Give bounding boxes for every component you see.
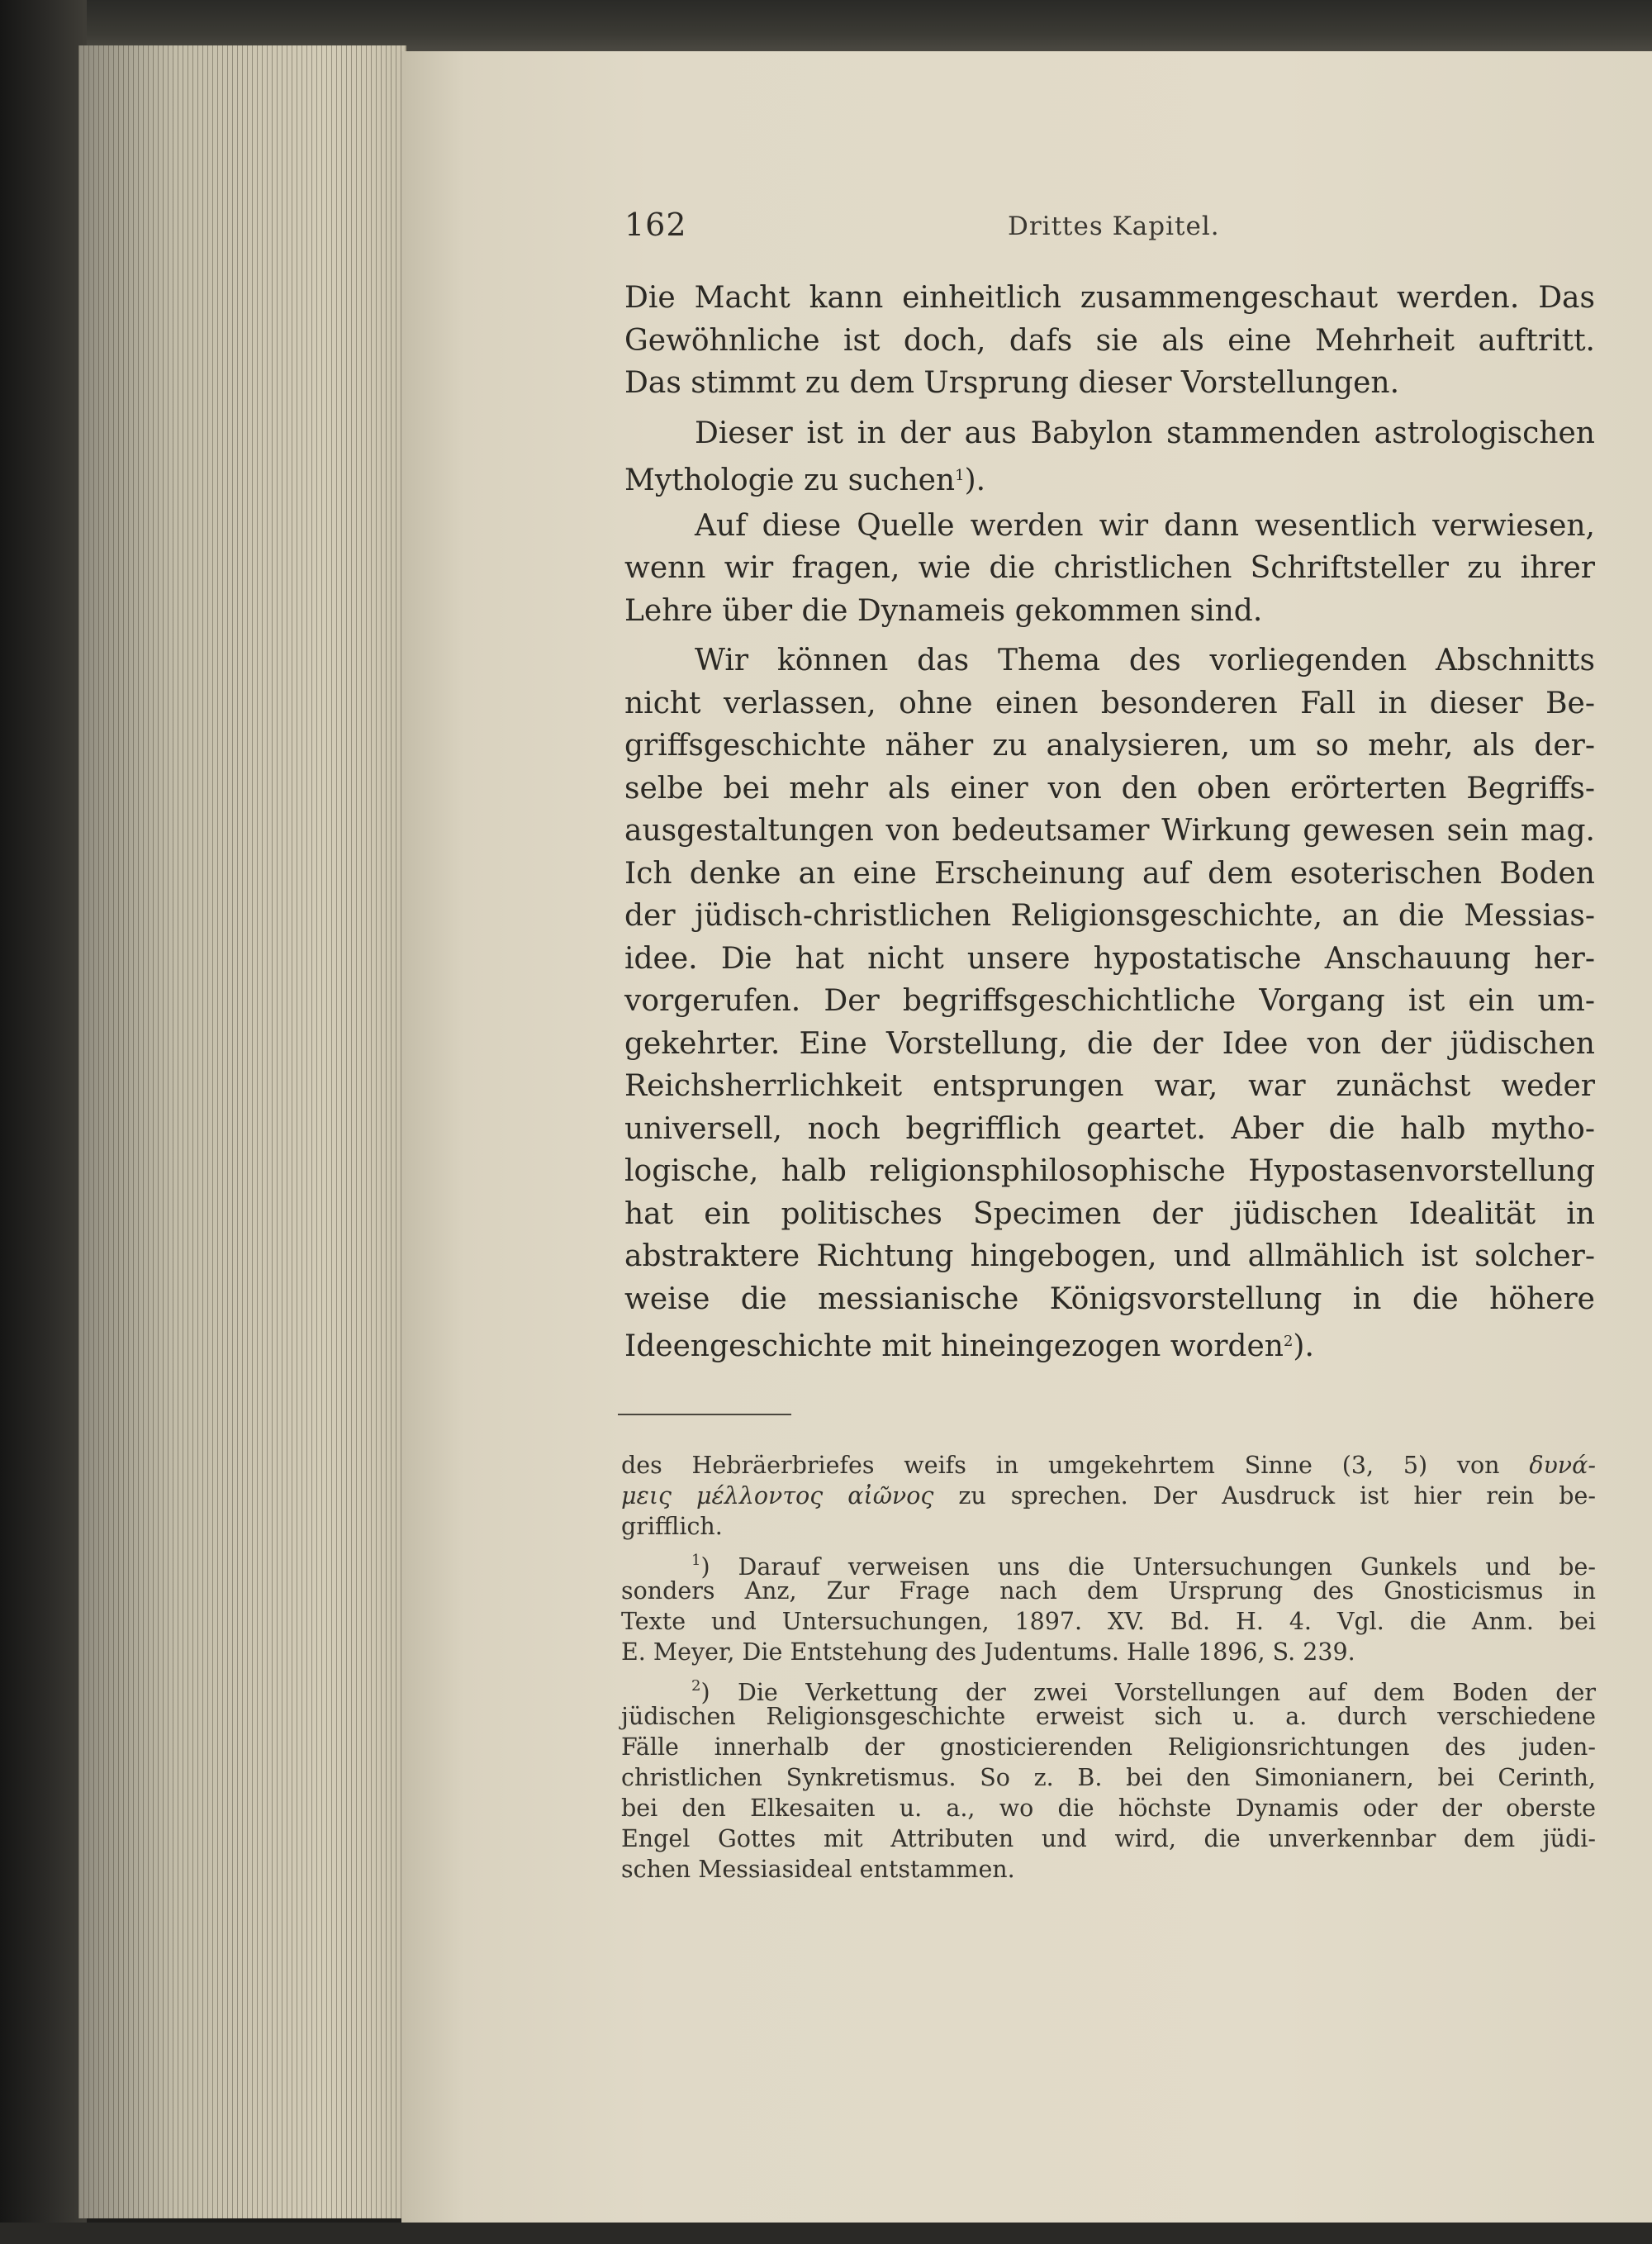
book-cover-left xyxy=(0,0,87,2244)
text-line xyxy=(621,1545,1596,1581)
paragraph-1 xyxy=(624,277,1595,405)
text-line: E. Meyer, Die Entstehung des Judentums. Halle 1896, S. 239. xyxy=(621,1638,1355,1666)
text-line: universell, noch begrifflich geartet. Aber die halb mytho- xyxy=(624,1111,1595,1146)
line-tail: ). xyxy=(1293,1329,1314,1363)
text-line: griffsgeschichte näher zu analysieren, um so mehr, als der- xyxy=(624,729,1595,763)
text-line: abstraktere Richtung hingebogen, und allmählich ist solcher- xyxy=(624,1239,1595,1273)
footnote-marker-2: 2 xyxy=(691,1677,701,1695)
text-line-with-footnote xyxy=(624,454,1595,497)
text-line: Texte und Untersuchungen, 1897. XV. Bd. H. 4. Vgl. die Anm. bei xyxy=(621,1608,1596,1635)
footnote-marker-1: 1 xyxy=(691,1552,701,1569)
text-line: nicht verlassen, ohne einen besonderen Fall in dieser Be- xyxy=(624,686,1595,720)
text-line: christlichen Synkretismus. So z. B. bei den Simonianern, bei Cerinth, xyxy=(621,1764,1596,1791)
text-line: Das stimmt zu dem Ursprung dieser Vorstellungen. xyxy=(624,366,1400,400)
text-line: Ich denke an eine Erscheinung auf dem esoterischen Boden xyxy=(624,856,1595,891)
text-line: Auf diese Quelle werden wir dann wesentlich verwiesen, xyxy=(695,508,1595,543)
greek-word: δυνά- xyxy=(1529,1452,1597,1479)
text-line: Gewöhnliche ist doch, dafs sie als eine Mehrheit auftritt. xyxy=(624,323,1595,358)
paragraph-4 xyxy=(624,639,1595,1363)
line-text: des Hebräerbriefes weifs in umgekehrtem Sinne (3, 5) von xyxy=(621,1452,1500,1479)
text-line: Engel Gottes mit Attributen und wird, die unverkennbar dem jüdi- xyxy=(621,1825,1596,1852)
text-line: Lehre über die Dynameis gekommen sind. xyxy=(624,593,1263,628)
text-line: sonders Anz, Zur Frage nach dem Ursprung des Gnosticismus in xyxy=(621,1577,1596,1605)
text-line: logische, halb religionsphilosophische Hypostasenvorstellung xyxy=(624,1154,1595,1188)
text-line: ausgestaltungen von bedeutsamer Wirkung gewesen sein mag. xyxy=(624,814,1595,848)
text-line xyxy=(621,1481,1596,1511)
text-line: Reichsherrlichkeit entsprungen war, war zunächst weder xyxy=(624,1069,1595,1103)
footnote-1 xyxy=(621,1545,1596,1667)
text-line: weise die messianische Königsvorstellung in die höhere xyxy=(624,1281,1595,1316)
footnote-2 xyxy=(621,1671,1596,1885)
paragraph-2 xyxy=(624,412,1595,497)
text-line: hat ein politisches Specimen der jüdischen Idealität in xyxy=(624,1196,1595,1231)
line-text: zu sprechen. Der Ausdruck ist hier rein be- xyxy=(958,1482,1596,1509)
footnote-rule xyxy=(618,1414,791,1415)
text-line xyxy=(621,1671,1596,1706)
running-head: Drittes Kapitel. xyxy=(1008,212,1220,241)
line-text: ) Die Verkettung der zwei Vorstellungen auf dem Boden der xyxy=(700,1679,1596,1706)
text-line: wenn wir fragen, wie die christlichen Schriftsteller zu ihrer xyxy=(624,551,1595,585)
text-line: der jüdisch-christlichen Religionsgeschichte, an die Messias- xyxy=(624,899,1595,933)
text-line: idee. Die hat nicht unsere hypostatische Anschauung her- xyxy=(624,941,1595,976)
text-line: gekehrter. Eine Vorstellung, die der Idee von der jüdischen xyxy=(624,1026,1595,1061)
page-edges xyxy=(78,45,406,2218)
text-line: Dieser ist in der aus Babylon stammenden astrologischen xyxy=(695,416,1595,450)
text-line: vorgerufen. Der begriffsgeschichtliche Vorgang ist ein um- xyxy=(624,984,1595,1018)
text-line: jüdischen Religionsgeschichte erweist sich u. a. durch verschiedene xyxy=(621,1703,1596,1730)
text-line: bei den Elkesaiten u. a., wo die höchste Dynamis oder der oberste xyxy=(621,1795,1596,1822)
text-line: selbe bei mehr als einer von den oben erörterten Begriffs- xyxy=(624,771,1595,806)
greek-phrase: μεις μέλλοντος αἰῶνος xyxy=(621,1482,934,1509)
footnotes xyxy=(621,1450,1596,1885)
footnote-continued xyxy=(621,1450,1596,1542)
text-line: Wir können das Thema des vorliegenden Abschnitts xyxy=(695,644,1595,677)
paragraph-3 xyxy=(624,505,1595,633)
book-bottom-edge xyxy=(0,2223,1652,2244)
text-line: Die Macht kann einheitlich zusammengeschaut werden. Das xyxy=(624,281,1595,315)
text-line: Fälle innerhalb der gnosticierenden Religionsrichtungen des juden- xyxy=(621,1733,1596,1761)
line-text: ) Darauf verweisen uns die Untersuchungen Gunkels und be- xyxy=(700,1553,1596,1581)
line-text: Ideengeschichte mit hineingezogen worden xyxy=(624,1329,1284,1363)
footnote-ref-2: 2 xyxy=(1283,1333,1294,1350)
text-line: grifflich. xyxy=(621,1513,723,1540)
main-text xyxy=(624,277,1595,1363)
line-tail: ). xyxy=(964,464,986,497)
text-line-with-footnote xyxy=(624,1320,1595,1363)
footnote-ref-1: 1 xyxy=(955,467,965,484)
text-line: schen Messiasideal entstammen. xyxy=(621,1856,1015,1883)
line-text: Mythologie zu suchen xyxy=(624,464,956,497)
text-line xyxy=(621,1450,1596,1481)
page-number: 162 xyxy=(624,207,687,243)
